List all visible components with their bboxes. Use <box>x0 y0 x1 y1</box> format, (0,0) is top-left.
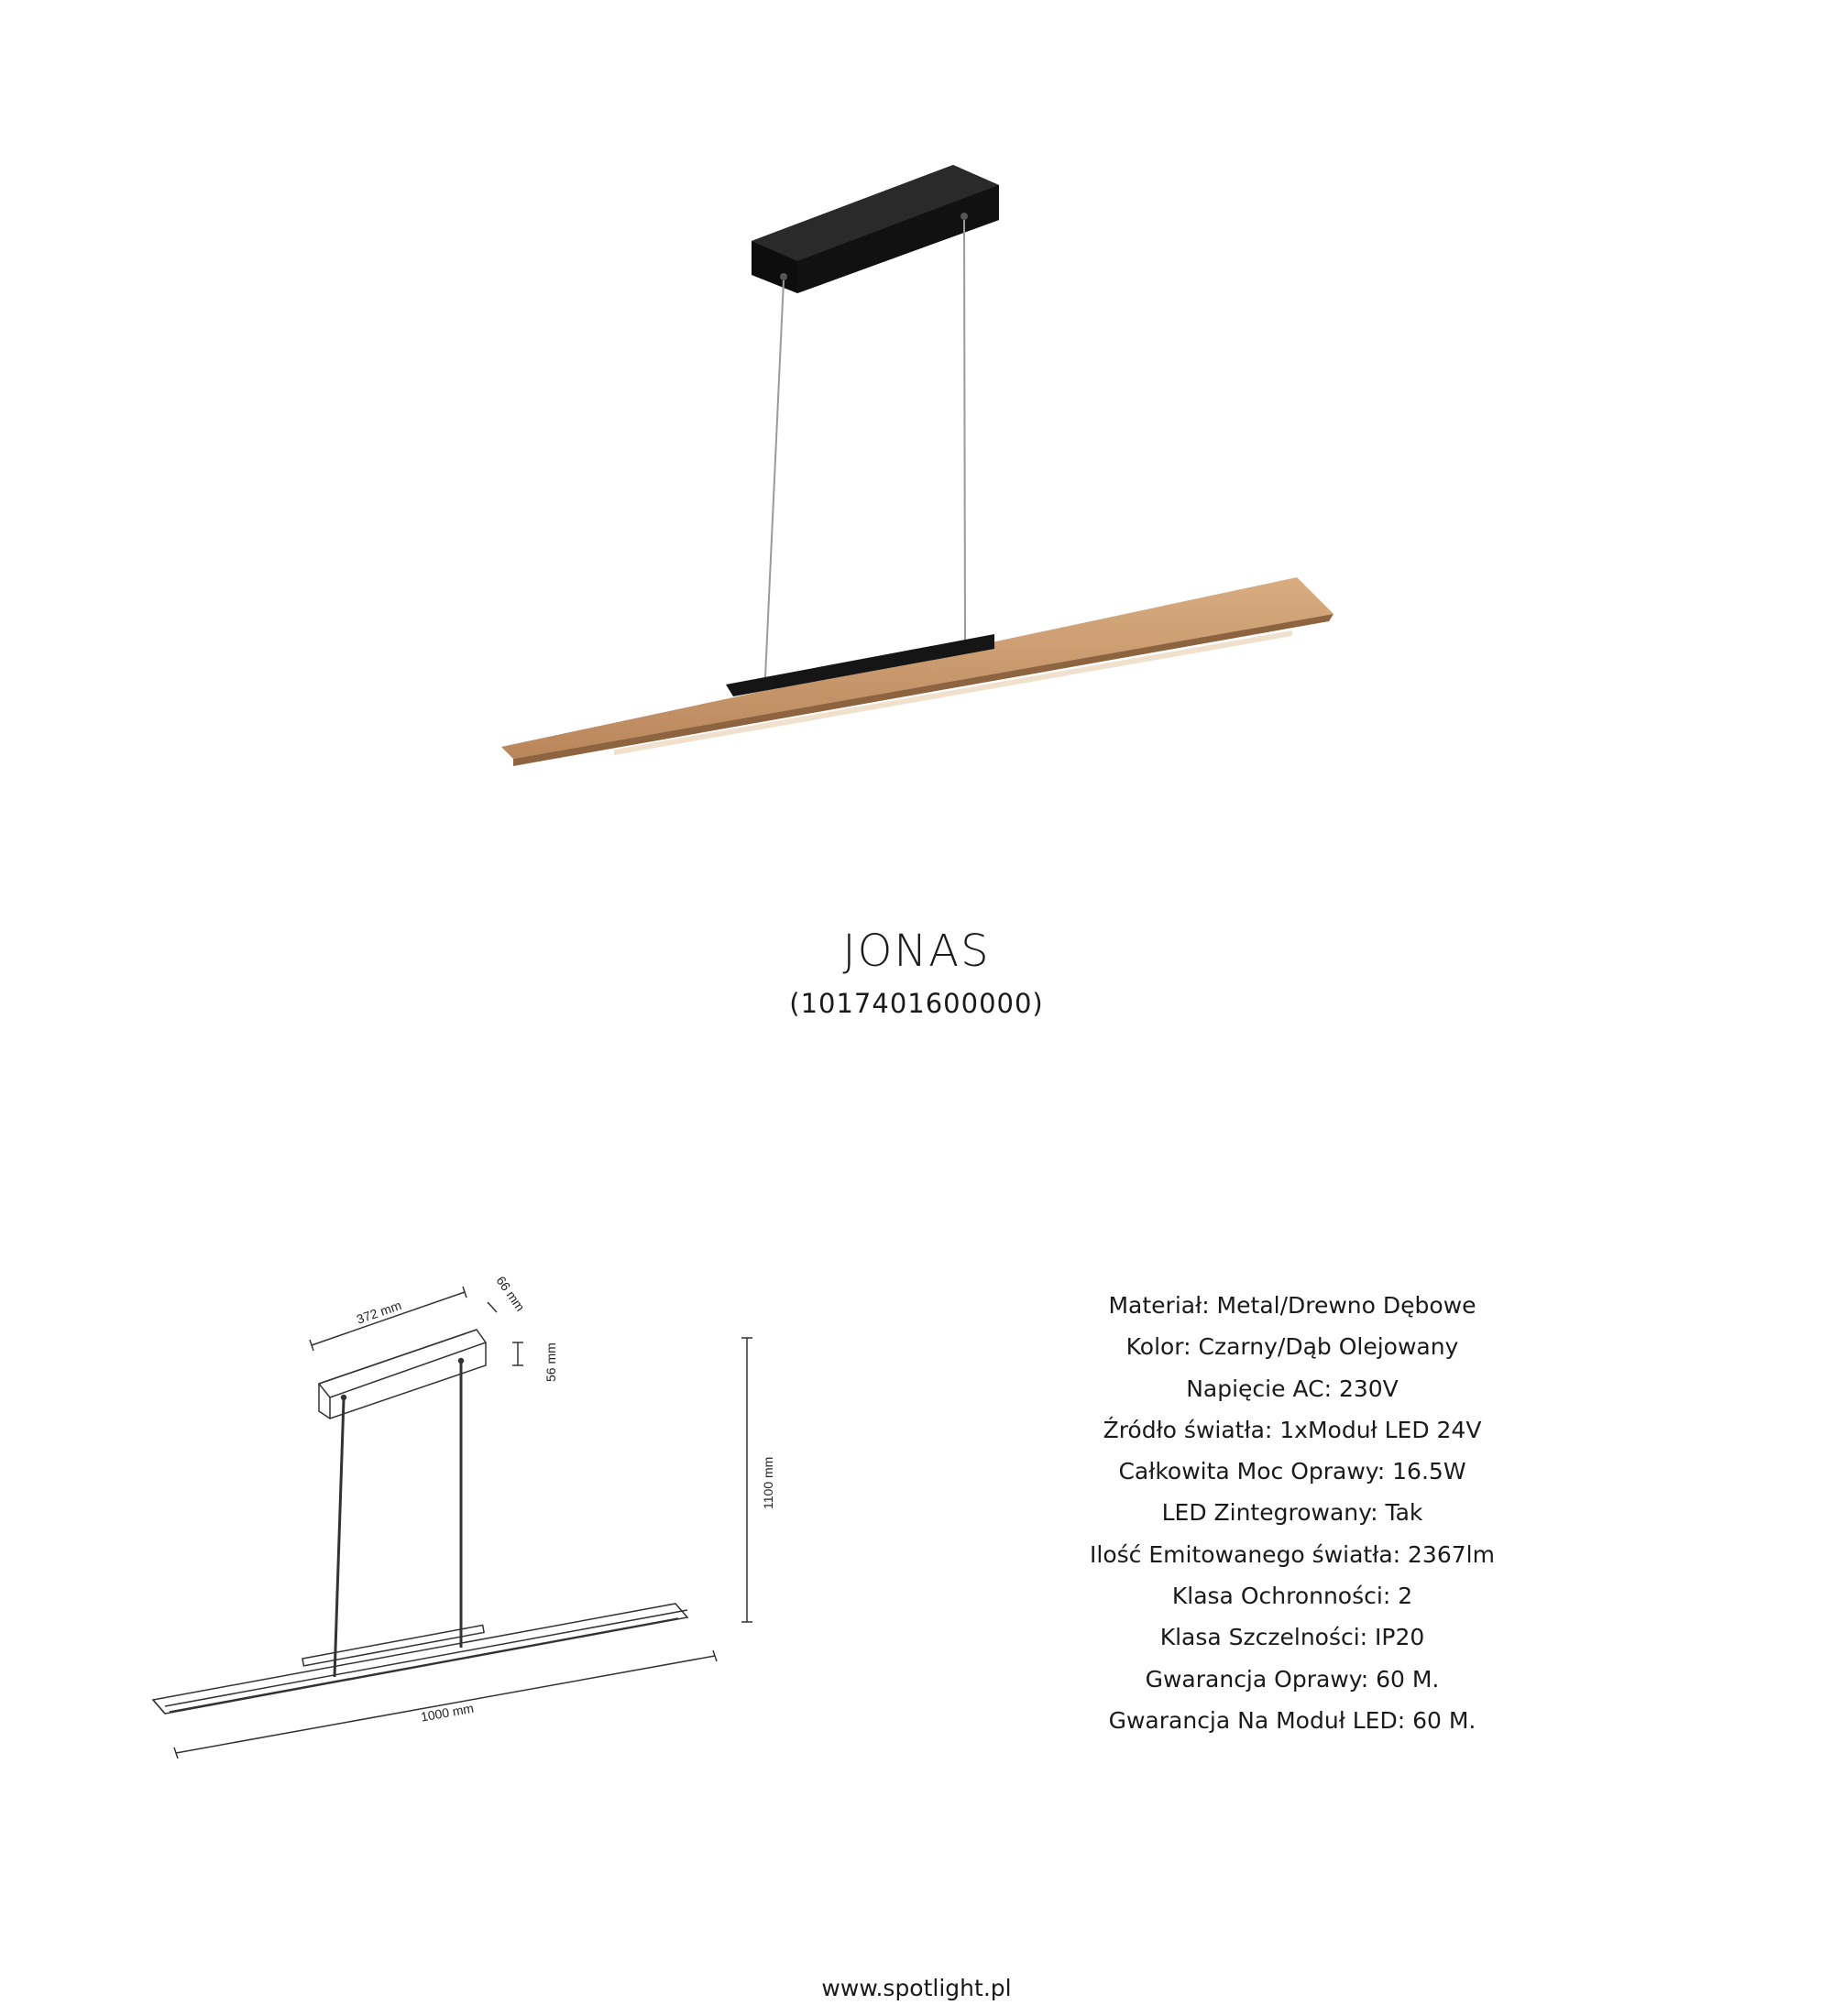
dim-length <box>174 1650 717 1759</box>
product-title: JONAS <box>842 926 991 977</box>
spec-led-integrated: LED Zintegrowany: Tak <box>1161 1499 1423 1527</box>
spec-protection-class: Klasa Ochronności: 2 <box>1171 1583 1413 1610</box>
dim-length-label: 1000 mm <box>419 1700 476 1725</box>
spec-led-warranty: Gwarancja Na Moduł LED: 60 M. <box>1108 1706 1476 1734</box>
dim-depth <box>488 1274 528 1314</box>
suspension-wire-left <box>765 280 784 677</box>
technical-drawing <box>137 1255 797 1787</box>
dim-canopy-height <box>512 1342 558 1382</box>
spec-light-source: Źródło światła: 1xModuł LED 24V <box>1103 1416 1482 1443</box>
dim-total-height <box>741 1338 775 1622</box>
spec-voltage: Napięcie AC: 230V <box>1186 1375 1399 1402</box>
product-code: (1017401600000) <box>789 988 1044 1019</box>
dim-total-height-label: 1100 mm <box>761 1456 775 1509</box>
dim-depth-label: 66 mm <box>493 1273 529 1314</box>
dim-width-label: 372 mm <box>354 1298 403 1327</box>
spec-luminous-flux: Ilość Emitowanego światła: 2367lm <box>1090 1540 1495 1568</box>
product-photo <box>477 147 1356 788</box>
spec-ip-rating: Klasa Szczelności: IP20 <box>1159 1624 1425 1651</box>
drawing-wire-left <box>335 1399 344 1677</box>
drawing-bar <box>153 1604 687 1714</box>
wooden-bar <box>501 577 1334 766</box>
spec-material: Materiał: Metal/Drewno Dębowe <box>1108 1292 1476 1319</box>
canopy-black <box>752 165 999 293</box>
footer-website-link[interactable]: www.spotlight.pl <box>821 1975 1012 2001</box>
suspension-wire-right <box>964 220 965 641</box>
dim-canopy-height-label: 56 mm <box>543 1342 558 1382</box>
spec-color: Kolor: Czarny/Dąb Olejowany <box>1125 1333 1459 1361</box>
specifications-list <box>1054 1285 1531 1741</box>
spec-power: Całkowita Moc Oprawy: 16.5W <box>1118 1458 1466 1485</box>
spec-fixture-warranty: Gwarancja Oprawy: 60 M. <box>1145 1665 1440 1693</box>
